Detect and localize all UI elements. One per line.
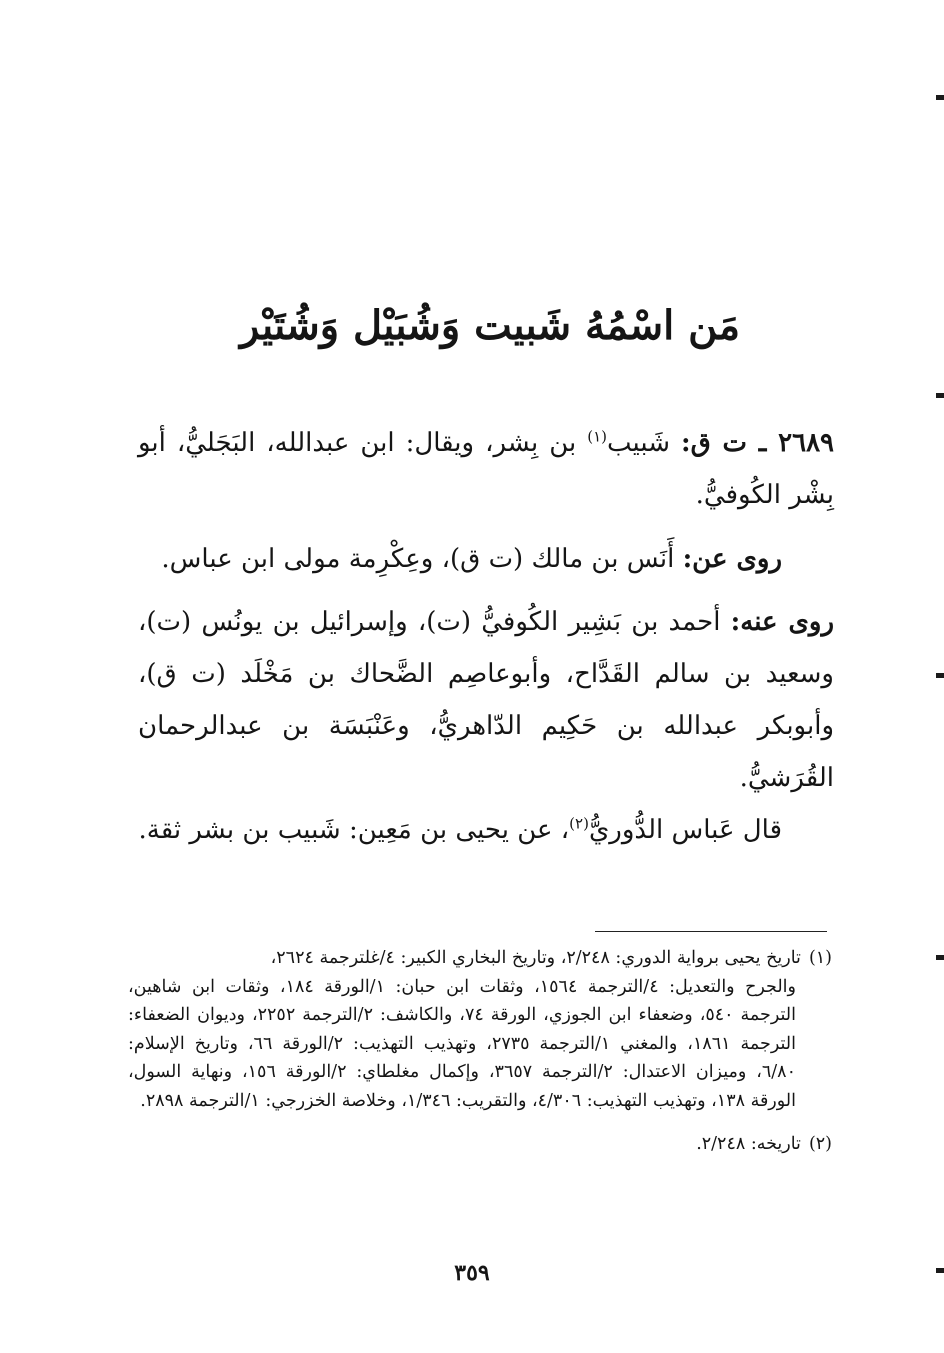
margin-mark bbox=[936, 393, 944, 398]
footnote-text: تاريخ يحيى برواية الدوري: ٢/٢٤٨، وتاريخ البخاري الكبير: ٤/غلترجمة ٢٦٢٤، bbox=[270, 948, 801, 968]
entry-name: شَبيب bbox=[607, 428, 671, 458]
biography-entry bbox=[138, 417, 834, 521]
footnote-number: (٢) bbox=[808, 1133, 832, 1154]
footnote-1 bbox=[128, 944, 832, 1116]
section-heading: مَن اسْمُهُ شَبيت وَشُبَيْل وَشُتَيْر bbox=[239, 302, 741, 349]
narrated-from-text: أَنَس بن مالك (ت ق)، وعِكْرِمة مولى ابن عباس. bbox=[161, 544, 675, 574]
narrated-from-label: روى عن: bbox=[682, 544, 782, 574]
grading-text-start: قال عَباس الدُّوريُّ bbox=[588, 815, 782, 845]
page-number: ٣٥٩ bbox=[454, 1260, 490, 1286]
entry-lineage: بن بِشر، ويقال: ابن عبدالله، البَجَليُّ، أبو بِشْر الكُوفيُّ. bbox=[138, 428, 834, 510]
footnote-number: (١) bbox=[808, 948, 832, 968]
margin-mark bbox=[936, 1268, 944, 1273]
narrated-from-paragraph bbox=[138, 533, 834, 585]
narrated-by-paragraph bbox=[138, 596, 834, 804]
grading-paragraph bbox=[138, 804, 834, 856]
grading-text-end: ، عن يحيى بن مَعِين: شَبيب بن بشر ثقة. bbox=[138, 815, 570, 845]
footnote-2 bbox=[128, 1130, 832, 1159]
entry-number: ٢٦٨٩ ـ ت ق: bbox=[681, 428, 835, 458]
narrated-by-label: روى عنه: bbox=[730, 607, 835, 637]
footnote-divider bbox=[595, 931, 827, 932]
footnote-text: تاريخه: ٢/٢٤٨. bbox=[696, 1133, 801, 1154]
margin-mark bbox=[936, 955, 944, 960]
footnote-text-continued: والجرح والتعديل: ٤/الترجمة ١٥٦٤، وثقات ابن حبان: ١/الورقة ١٨٤، وثقات ابن شاهين، الترجمة ٥٤٠، وضعفاء ابن الجوزي، الورقة ٧٤، والكاشف: ٢/الترجمة ٢٢٥٢، وديوان الضعفاء: الترجمة ١٨٦١، والمغني ١/الترجمة ٢٧٣٥، وتهذيب التهذيب: ٢/الورقة ٦٦، وتاريخ الإسلام: ٦/٨٠، وميزان الاعتدال: ٢/الترجمة ٣٦٥٧، وإكمال مغلطاي: ٢/الورقة ١٥٦، ونهاية السول، الورقة ١٣٨، وتهذيب التهذيب: ٤/٣٠٦، والتقريب: ١/٣٤٦، وخلاصة الخزرجي: ١/الترجمة ٢٨٩٨. bbox=[128, 976, 796, 1111]
margin-mark bbox=[936, 673, 944, 678]
footnote-ref-1[interactable]: (١) bbox=[587, 427, 607, 446]
narrated-by-text: أحمد بن بَشِير الكُوفيُّ (ت)، وإسرائيل بن يونُس (ت)، وسعيد بن سالم القَدَّاح، وأبوعاصِم الضَّحاك بن مَخْلَد (ت ق)، وأبوبكر عبدالله بن حَكِيم الدّاهريُّ، وعَنْبَسَة بن عبدالرحمان القُرَشيُّ. bbox=[138, 607, 834, 793]
footnotes bbox=[128, 944, 832, 1158]
margin-mark bbox=[936, 95, 944, 100]
footnote-ref-2[interactable]: (٢) bbox=[569, 814, 589, 833]
